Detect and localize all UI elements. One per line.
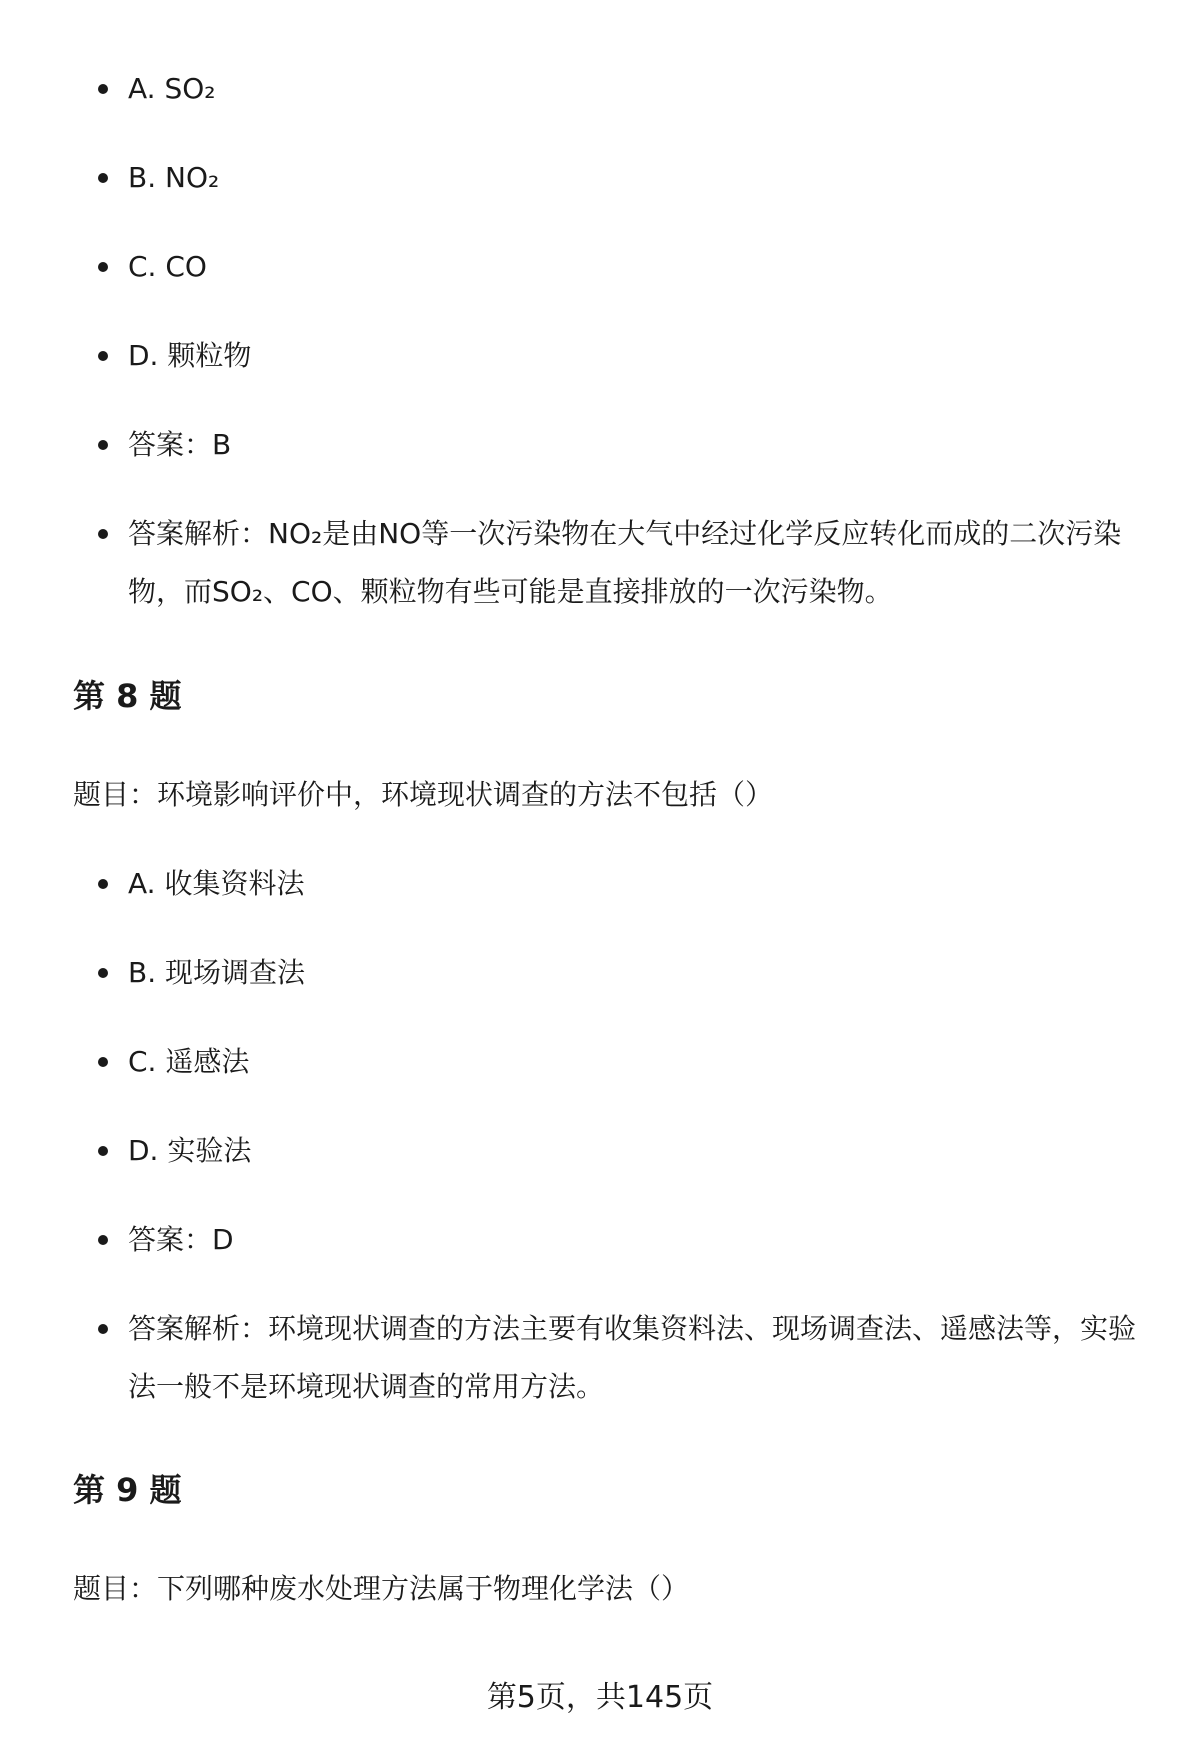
- q8-option-c: C. 遥感法: [98, 1033, 1138, 1091]
- q7-analysis: 答案解析：NO₂是由NO等一次污染物在大气中经过化学反应转化而成的二次污染物，而SO₂、CO、颗粒物有些可能是直接排放的一次污染物。: [98, 505, 1138, 621]
- bullet-icon: [98, 440, 108, 450]
- q8-answer: 答案：D: [98, 1211, 1138, 1269]
- q7-option-d: D. 颗粒物: [98, 327, 1138, 385]
- bullet-icon: [98, 968, 108, 978]
- q8-option-d: D. 实验法: [98, 1122, 1138, 1180]
- q8-question: 题目：环境影响评价中，环境现状调查的方法不包括（）: [73, 778, 774, 811]
- q8-option-b: B. 现场调查法: [98, 944, 1138, 1002]
- q7-option-b: B. NO₂: [98, 149, 1138, 207]
- q8-heading: 第 8 题: [73, 677, 182, 715]
- q7-option-a: A. SO₂: [98, 60, 1138, 118]
- bullet-icon: [98, 1146, 108, 1156]
- bullet-icon: [98, 173, 108, 183]
- bullet-icon: [98, 879, 108, 889]
- bullet-icon: [98, 1235, 108, 1245]
- q7-option-list: [98, 60, 1138, 652]
- bullet-icon: [98, 1324, 108, 1334]
- q7-answer: 答案：B: [98, 416, 1138, 474]
- bullet-icon: [98, 529, 108, 539]
- q8-option-a: A. 收集资料法: [98, 855, 1138, 913]
- bullet-icon: [98, 1057, 108, 1067]
- q9-heading: 第 9 题: [73, 1471, 182, 1509]
- bullet-icon: [98, 84, 108, 94]
- bullet-icon: [98, 262, 108, 272]
- page-indicator: 第5页，共145页: [486, 1680, 714, 1715]
- q7-option-c: C. CO: [98, 238, 1138, 296]
- bullet-icon: [98, 351, 108, 361]
- q8-option-list: [98, 855, 1138, 1447]
- q9-question: 题目：下列哪种废水处理方法属于物理化学法（）: [73, 1572, 690, 1605]
- q8-analysis: 答案解析：环境现状调查的方法主要有收集资料法、现场调查法、遥感法等，实验法一般不是环境现状调查的常用方法。: [98, 1300, 1138, 1416]
